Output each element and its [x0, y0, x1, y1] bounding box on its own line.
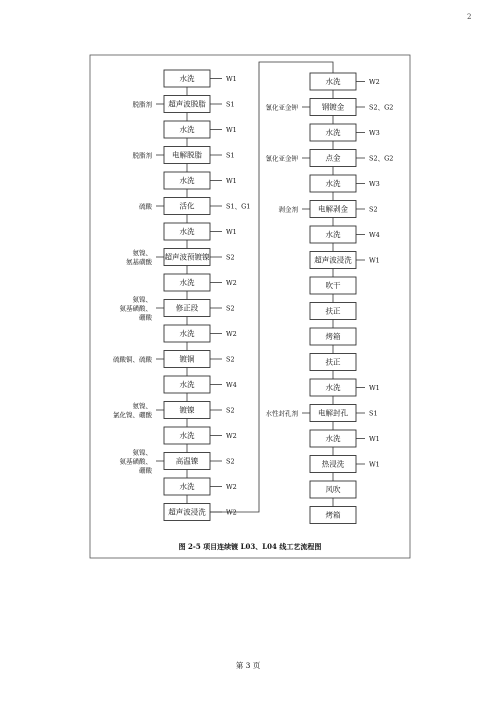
right-step-box — [310, 481, 356, 498]
right-step-box — [310, 277, 356, 294]
left-output-label: S2 — [226, 355, 235, 364]
left-step-box — [164, 223, 210, 240]
right-output-label: S2 — [369, 205, 378, 214]
left-step-box — [164, 70, 210, 87]
right-step-label: 水洗 — [325, 128, 341, 137]
left-step-label: 超声波预镀镍 — [164, 252, 210, 262]
right-output-label: S1 — [369, 409, 378, 418]
left-output-label: W2 — [226, 483, 237, 491]
right-output-label: W1 — [369, 460, 380, 469]
figure-caption: 图 2-5 项目连续镀 L03、L04 线工艺流程图 — [178, 542, 322, 551]
left-step-box — [164, 504, 210, 521]
left-step-label: 活化 — [179, 201, 195, 211]
corner-mark: 2 — [467, 13, 472, 21]
right-input-label: 氰化亚金钾 — [265, 103, 298, 112]
left-step-label: 超声波浸洗 — [168, 507, 206, 517]
left-input-label: 氨镍、氨基磺酸、硼酸 — [119, 295, 152, 322]
right-step-label: 点金 — [325, 153, 341, 163]
right-step-label: 热浸洗 — [321, 459, 345, 469]
right-step-label: 烤箱 — [325, 332, 341, 341]
left-input-label: 脱脂剂 — [132, 100, 152, 109]
right-step-box — [310, 252, 356, 269]
left-output-label: W2 — [226, 432, 237, 440]
right-step-label: 超声波浸洗 — [314, 255, 352, 265]
left-step-label: 镀镍 — [179, 405, 195, 415]
left-step-label: 水洗 — [179, 278, 195, 287]
right-step-box — [310, 507, 356, 524]
right-step-label: 水洗 — [325, 77, 341, 86]
left-input-label: 硫酸 — [139, 202, 152, 211]
right-step-box — [310, 405, 356, 422]
left-output-label: S2 — [226, 304, 235, 313]
left-input-label: 氨镍、氨基磺酸 — [126, 249, 152, 266]
left-step-label: 水洗 — [179, 431, 195, 440]
right-step-label: 水洗 — [325, 434, 341, 443]
right-output-label: W4 — [369, 231, 380, 239]
left-step-box — [164, 453, 210, 470]
right-step-label: 扶正 — [325, 357, 341, 367]
left-input-label: 氨镍、氨基磺酸、硼酸 — [119, 448, 152, 475]
right-output-label: S2、G2 — [369, 154, 394, 163]
left-step-label: 镀铜 — [179, 354, 195, 364]
left-step-box — [164, 351, 210, 368]
right-step-label: 电解封孔 — [318, 408, 348, 418]
right-step-box — [310, 430, 356, 447]
right-process-column — [266, 73, 394, 524]
left-step-box — [164, 274, 210, 291]
left-step-label: 水洗 — [179, 125, 195, 134]
right-step-label: 风吹 — [325, 485, 341, 494]
left-input-label: 脱脂剂 — [132, 151, 152, 160]
right-step-label: 扶正 — [325, 306, 341, 316]
right-step-box — [310, 73, 356, 90]
right-step-box — [310, 124, 356, 141]
right-step-label: 水洗 — [325, 179, 341, 188]
left-step-label: 水洗 — [179, 74, 195, 83]
right-step-box — [310, 379, 356, 396]
left-output-label: W2 — [226, 330, 237, 338]
left-output-label: W1 — [226, 228, 237, 236]
right-output-label: S2、G2 — [369, 103, 394, 112]
left-step-label: 水洗 — [179, 329, 195, 338]
right-output-label: W1 — [369, 384, 380, 392]
right-step-label: 电解剥金 — [318, 204, 348, 214]
right-step-label: 钢镀金 — [321, 102, 345, 112]
left-step-box — [164, 147, 210, 164]
left-output-label: S1、G1 — [226, 202, 251, 211]
left-output-label: S2 — [226, 406, 235, 415]
right-step-label: 吹干 — [325, 281, 341, 290]
right-output-label: W1 — [369, 256, 380, 265]
left-output-label: S1 — [226, 100, 235, 109]
left-input-label: 硫酸铜、硫酸 — [113, 355, 152, 364]
right-step-label: 水洗 — [325, 230, 341, 239]
right-step-box — [310, 226, 356, 243]
left-step-box — [164, 427, 210, 444]
right-input-label: 剥金剂 — [278, 205, 298, 214]
left-output-label: W2 — [226, 279, 237, 287]
left-step-box — [164, 198, 210, 215]
left-step-label: 修正段 — [175, 303, 199, 313]
left-step-box — [164, 249, 210, 266]
left-output-label: S2 — [226, 253, 235, 262]
left-step-label: 水洗 — [179, 482, 195, 491]
page-number: 第 3 页 — [235, 661, 261, 670]
right-step-box — [310, 175, 356, 192]
right-output-label: W3 — [369, 129, 380, 137]
right-output-label: W3 — [369, 180, 380, 188]
left-output-label: S2 — [226, 457, 235, 466]
left-output-label: W2 — [226, 508, 237, 517]
left-step-box — [164, 121, 210, 138]
left-step-label: 电解脱脂 — [172, 150, 202, 160]
left-input-label: 氨镍、氯化镍、硼酸 — [113, 402, 152, 419]
left-output-label: S1 — [226, 151, 235, 160]
left-output-label: W4 — [226, 381, 237, 389]
left-step-box — [164, 478, 210, 495]
right-step-box — [310, 201, 356, 218]
right-input-label: 氰化亚金钾 — [265, 154, 298, 163]
left-process-column — [113, 70, 250, 521]
right-step-box — [310, 354, 356, 371]
left-step-box — [164, 402, 210, 419]
right-step-box — [310, 456, 356, 473]
right-input-label: 水性封孔剂 — [265, 409, 298, 418]
left-step-box — [164, 376, 210, 393]
left-step-box — [164, 325, 210, 342]
left-step-label: 超声波脱脂 — [168, 99, 206, 109]
left-step-label: 水洗 — [179, 227, 195, 236]
left-step-box — [164, 96, 210, 113]
right-step-label: 水洗 — [325, 383, 341, 392]
right-output-label: W2 — [369, 78, 380, 86]
left-step-label: 水洗 — [179, 176, 195, 185]
left-step-box — [164, 300, 210, 317]
right-step-box — [310, 303, 356, 320]
right-step-label: 烤箱 — [325, 510, 341, 520]
left-step-label: 高温镍 — [175, 456, 199, 466]
right-output-label: W1 — [369, 435, 380, 443]
left-output-label: W1 — [226, 177, 237, 185]
left-step-label: 水洗 — [179, 380, 195, 389]
left-step-box — [164, 172, 210, 189]
right-step-box — [310, 328, 356, 345]
right-step-box — [310, 150, 356, 167]
right-step-box — [310, 99, 356, 116]
left-output-label: W1 — [226, 126, 237, 134]
left-output-label: W1 — [226, 75, 237, 83]
